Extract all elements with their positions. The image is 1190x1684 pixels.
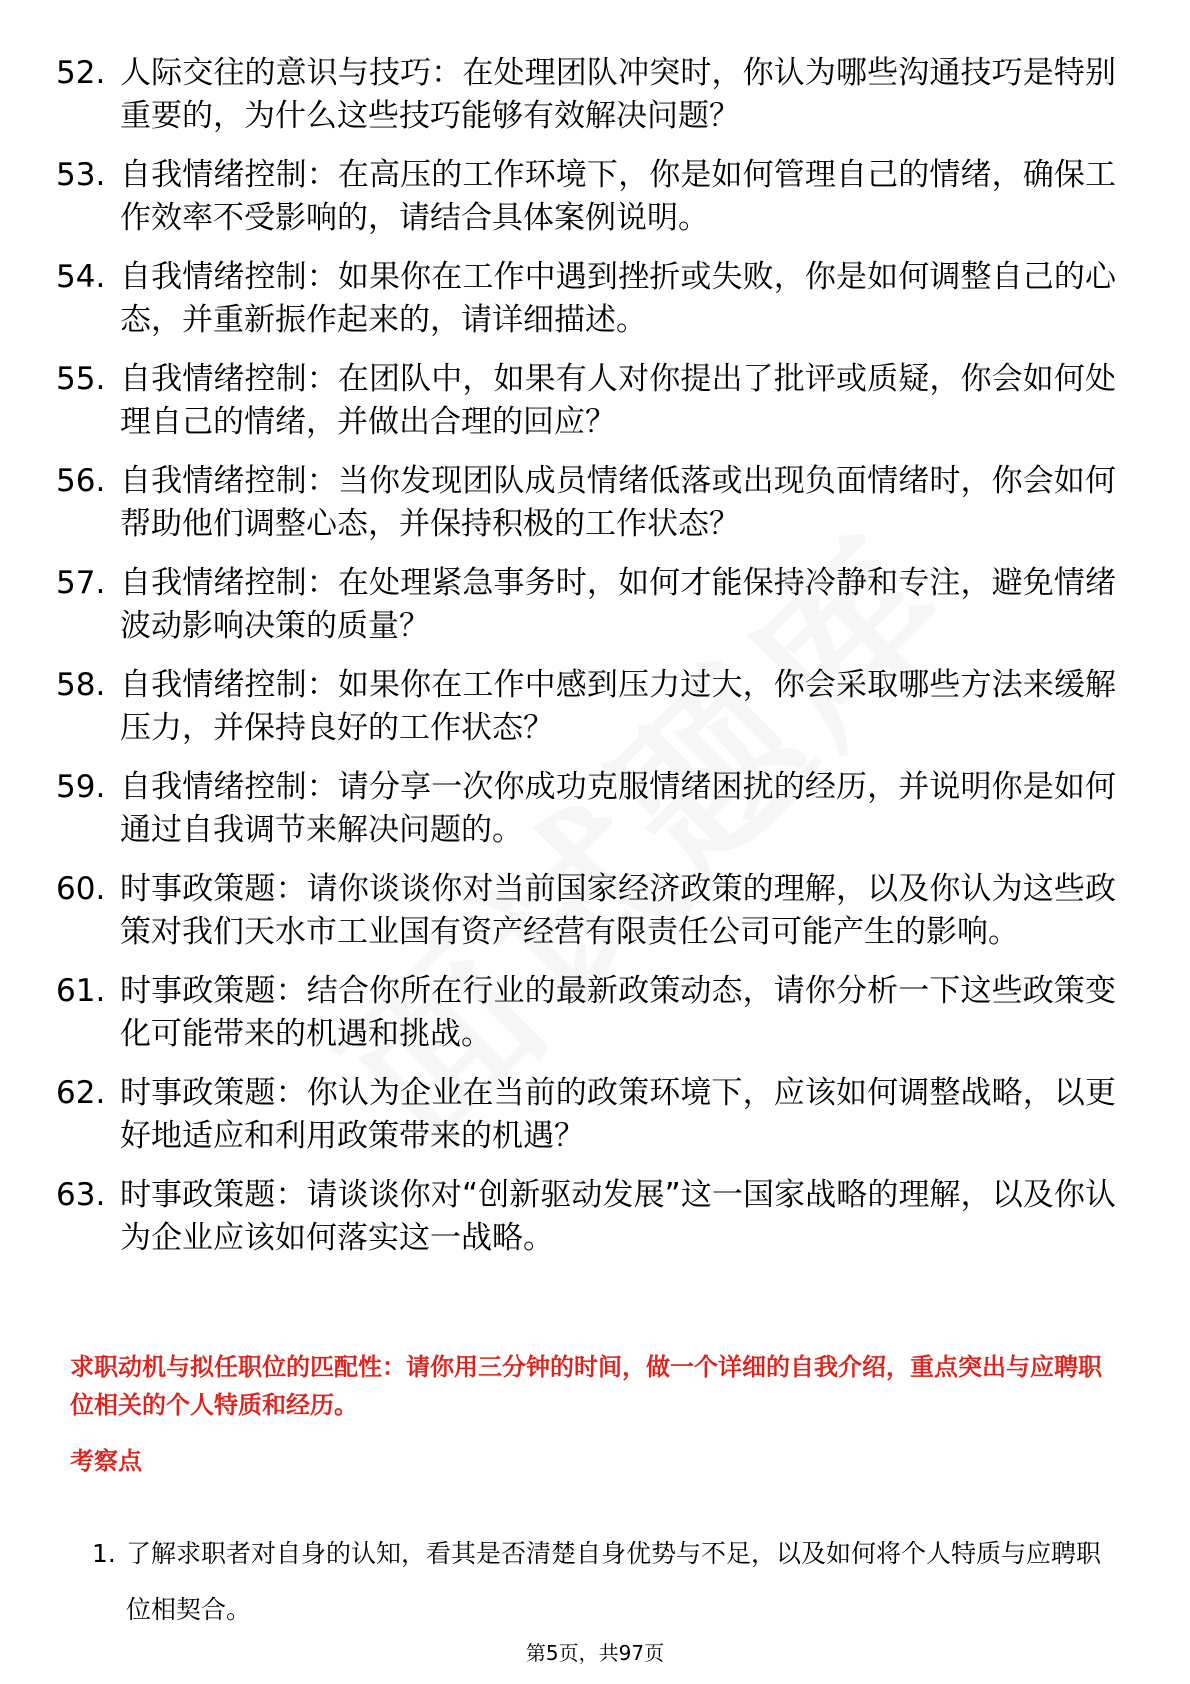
question-number: 63. — [56, 1177, 106, 1213]
question-number: 56. — [56, 463, 106, 499]
question-item — [56, 154, 1116, 240]
question-item — [56, 868, 1116, 954]
question-number: 61. — [56, 973, 106, 1009]
question-text: 自我情绪控制：如果你在工作中感到压力过大，你会采取哪些方法来缓解压力，并保持良好的工作状态？ — [120, 667, 1116, 746]
question-number: 54. — [56, 259, 106, 295]
point-list — [92, 1526, 1120, 1638]
highlight-question: 求职动机与拟任职位的匹配性：请你用三分钟的时间，做一个详细的自我介绍，重点突出与应聘职位相关的个人特质和经历。 — [70, 1353, 1102, 1419]
question-number: 53. — [56, 157, 106, 193]
question-number: 60. — [56, 871, 106, 907]
page-footer: 第5页，共97页 — [525, 1641, 665, 1665]
question-item — [56, 1072, 1116, 1158]
question-item — [56, 1174, 1116, 1260]
question-text: 时事政策题：结合你所在行业的最新政策动态，请你分析一下这些政策变化可能带来的机遇和挑战。 — [120, 973, 1116, 1052]
question-text: 自我情绪控制：请分享一次你成功克服情绪困扰的经历，并说明你是如何通过自我调节来解决问题的。 — [120, 769, 1116, 848]
question-text: 时事政策题：请谈谈你对“创新驱动发展”这一国家战略的理解，以及你认为企业应该如何落实这一战略。 — [120, 1177, 1116, 1256]
question-text: 人际交往的意识与技巧：在处理团队冲突时，你认为哪些沟通技巧是特别重要的，为什么这些技巧能够有效解决问题？ — [120, 55, 1116, 134]
question-item — [56, 256, 1116, 342]
question-text: 时事政策题：请你谈谈你对当前国家经济政策的理解，以及你认为这些政策对我们天水市工业国有资产经营有限责任公司可能产生的影响。 — [120, 871, 1116, 950]
point-item — [92, 1526, 1120, 1638]
point-text: 了解求职者对自身的认知，看其是否清楚自身优势与不足，以及如何将个人特质与应聘职位相契合。 — [126, 1539, 1102, 1624]
question-number: 59. — [56, 769, 106, 805]
question-text: 自我情绪控制：在团队中，如果有人对你提出了批评或质疑，你会如何处理自己的情绪，并做出合理的回应？ — [120, 361, 1116, 440]
point-number: 1. — [92, 1539, 116, 1568]
section-label: 考察点 — [70, 1447, 142, 1475]
question-item — [56, 562, 1116, 648]
question-list — [56, 52, 1116, 1276]
question-number: 58. — [56, 667, 106, 703]
question-text: 自我情绪控制：当你发现团队成员情绪低落或出现负面情绪时，你会如何帮助他们调整心态，并保持积极的工作状态？ — [120, 463, 1116, 542]
question-text: 自我情绪控制：如果你在工作中遇到挫折或失败，你是如何调整自己的心态，并重新振作起来的，请详细描述。 — [120, 259, 1116, 338]
question-item — [56, 970, 1116, 1056]
question-number: 55. — [56, 361, 106, 397]
question-item — [56, 766, 1116, 852]
question-item — [56, 358, 1116, 444]
question-item — [56, 52, 1116, 138]
question-text: 时事政策题：你认为企业在当前的政策环境下，应该如何调整战略，以更好地适应和利用政策带来的机遇？ — [120, 1075, 1116, 1154]
question-number: 52. — [56, 55, 106, 91]
question-text: 自我情绪控制：在处理紧急事务时，如何才能保持冷静和专注，避免情绪波动影响决策的质量？ — [120, 565, 1116, 644]
question-text: 自我情绪控制：在高压的工作环境下，你是如何管理自己的情绪，确保工作效率不受影响的，请结合具体案例说明。 — [120, 157, 1116, 236]
question-number: 57. — [56, 565, 106, 601]
question-item — [56, 664, 1116, 750]
question-number: 62. — [56, 1075, 106, 1111]
question-item — [56, 460, 1116, 546]
